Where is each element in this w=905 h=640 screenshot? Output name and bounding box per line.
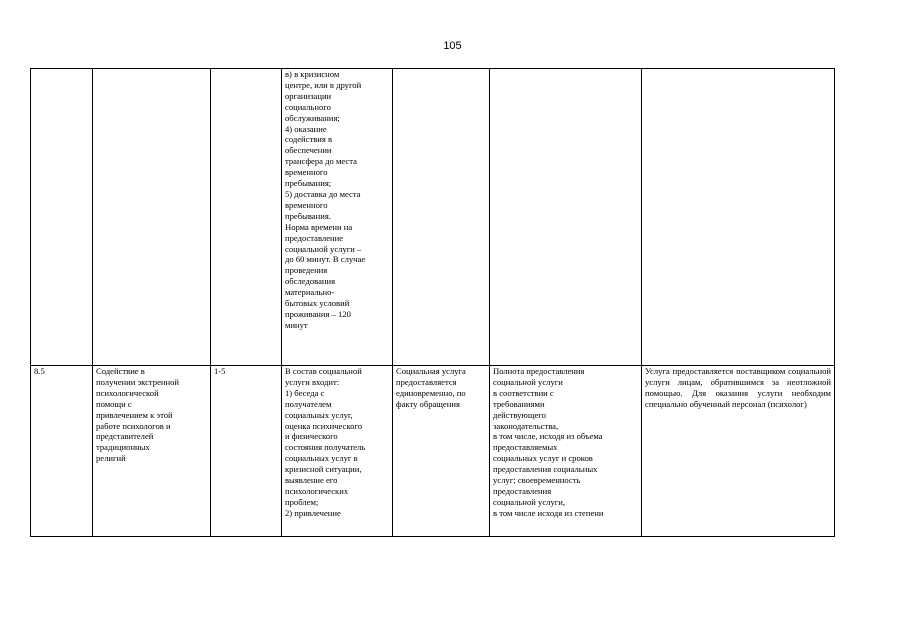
page-number: 105: [443, 40, 462, 52]
cell-number: [31, 69, 93, 366]
cell-content: В состав социальной услуги входит: 1) беседа с получателем социальных услуг, оценка психического и физического состояния получатель социальных услуг в кризисной ситуации, выявление его психологических проблем; 2) привлечение: [282, 366, 393, 537]
cell-service-name: [93, 69, 211, 366]
cell-quality: Полнота предоставления социальной услуги в соответствии с требованиями действующего законодательства, в том числе, исходя из объема предоставляемых социальных услуг и сроков предоставления социальных услуг; своевременность предоставления социальной услуги, в том числе исходя из степени: [490, 366, 642, 537]
cell-code: 1-5: [211, 366, 282, 537]
cell-service-name: Содействие в получении экстренной психологической помощи с привлечением к этой работе психологов и представителей традиционных религий: [93, 366, 211, 537]
cell-content: в) в кризисном центре, или в другой организации социального обслуживания; 4) оказание содействия в обеспечении трансфера до места временного пребывания; 5) доставка до места временного пребывания. Норма времени на предоставление социальной услуги – до 60 минут. В случае проведения обследования материально- бытовых условий проживания – 120 минут: [282, 69, 393, 366]
cell-terms: Социальная услуга предоставляется единовременно, по факту обращения: [393, 366, 490, 537]
table-row: [31, 366, 835, 537]
cell-quality: [490, 69, 642, 366]
cell-terms: [393, 69, 490, 366]
table-row: [31, 69, 835, 366]
cell-code: [211, 69, 282, 366]
services-table: [30, 68, 835, 537]
cell-conditions: [642, 69, 835, 366]
cell-conditions: Услуга предоставляется поставщиком социальной услуги лицам, обратившимся за неотложной помощью. Для оказания услуги необходим специально обученный персонал (психолог): [642, 366, 835, 537]
cell-number: 8.5: [31, 366, 93, 537]
